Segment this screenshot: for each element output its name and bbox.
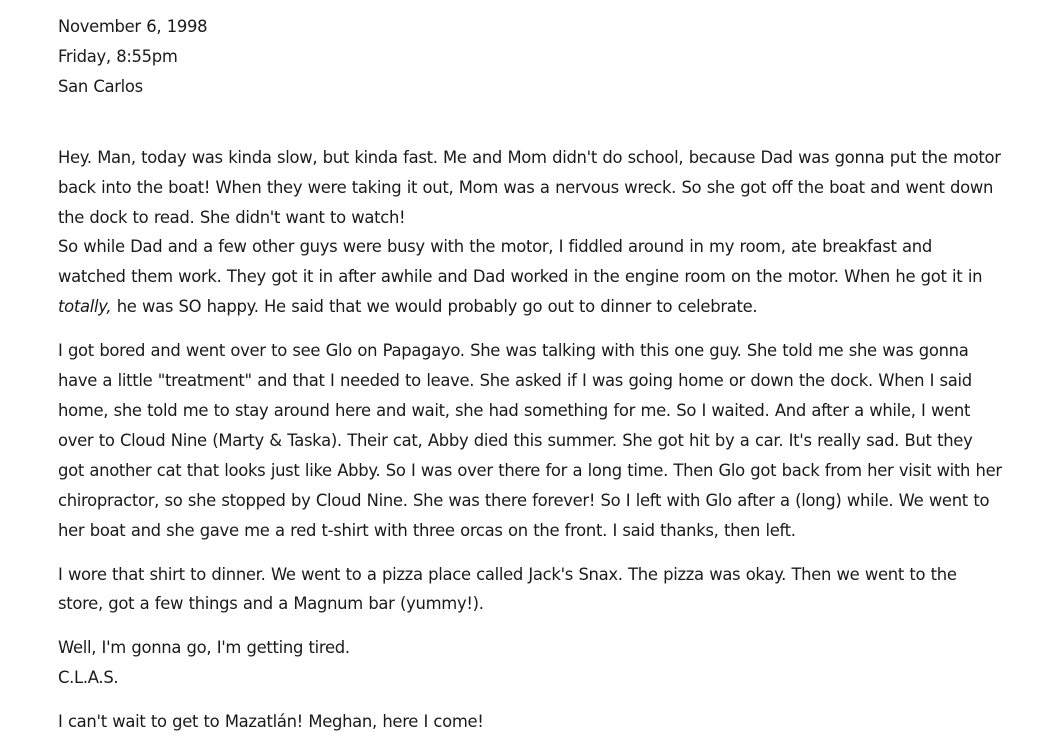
entry-location: San Carlos — [58, 76, 143, 96]
journal-entry — [58, 12, 1003, 737]
signature: C.L.A.S. — [58, 668, 119, 688]
paragraph-3: I got bored and went over to see Glo on Papagayo. She was talking with this one guy. She told me she was gonna have a little "treatment" and that I needed to leave. She asked if I was going home or down the dock. When I said home, she told me to stay around here and wait, she had something for me. So I waited. And after a while, I went over to Cloud Nine (Marty & Taska). Their cat, Abby died this summer. She got hit by a car. It's really sad. But they got another cat that looks just like Abby. So I was over there for a long time. Then Glo got back from her visit with her chiropractor, so she stopped by Cloud Nine. She was there forever! So I left with Glo after a (long) while. We went to her boat and she gave me a red t-shirt with three orcas on the front. I said thanks, then left. — [58, 341, 1002, 540]
closing-block — [58, 633, 1003, 693]
entry-header — [58, 12, 1003, 102]
paragraph-5: Well, I'm gonna go, I'm getting tired. — [58, 638, 350, 658]
paragraph-2 — [58, 232, 1003, 322]
entry-day-time: Friday, 8:55pm — [58, 46, 178, 66]
paragraph-6: I can't wait to get to Mazatlán! Meghan, here I come! — [58, 712, 484, 732]
paragraph-2-emphasis: totally, — [58, 297, 112, 317]
paragraph-1: Hey. Man, today was kinda slow, but kinda fast. Me and Mom didn't do school, because Dad was gonna put the motor back into the boat! When they were taking it out, Mom was a nervous wreck. So she got off the boat and went down the dock to read. She didn't want to watch! — [58, 147, 1001, 227]
header-spacer — [58, 102, 1003, 143]
paragraph-2-start: So while Dad and a few other guys were busy with the motor, I fiddled around in my room, ate breakfast and watched them work. They got it in after awhile and Dad worked in the engine room on the motor. When he got it in — [58, 237, 983, 287]
entry-date: November 6, 1998 — [58, 17, 208, 36]
paragraph-4: I wore that shirt to dinner. We went to a pizza place called Jack's Snax. The pizza was okay. Then we went to the store, got a few things and a Magnum bar (yummy!). — [58, 564, 957, 614]
paragraph-2-end: he was SO happy. He said that we would probably go out to dinner to celebrate. — [111, 297, 758, 317]
